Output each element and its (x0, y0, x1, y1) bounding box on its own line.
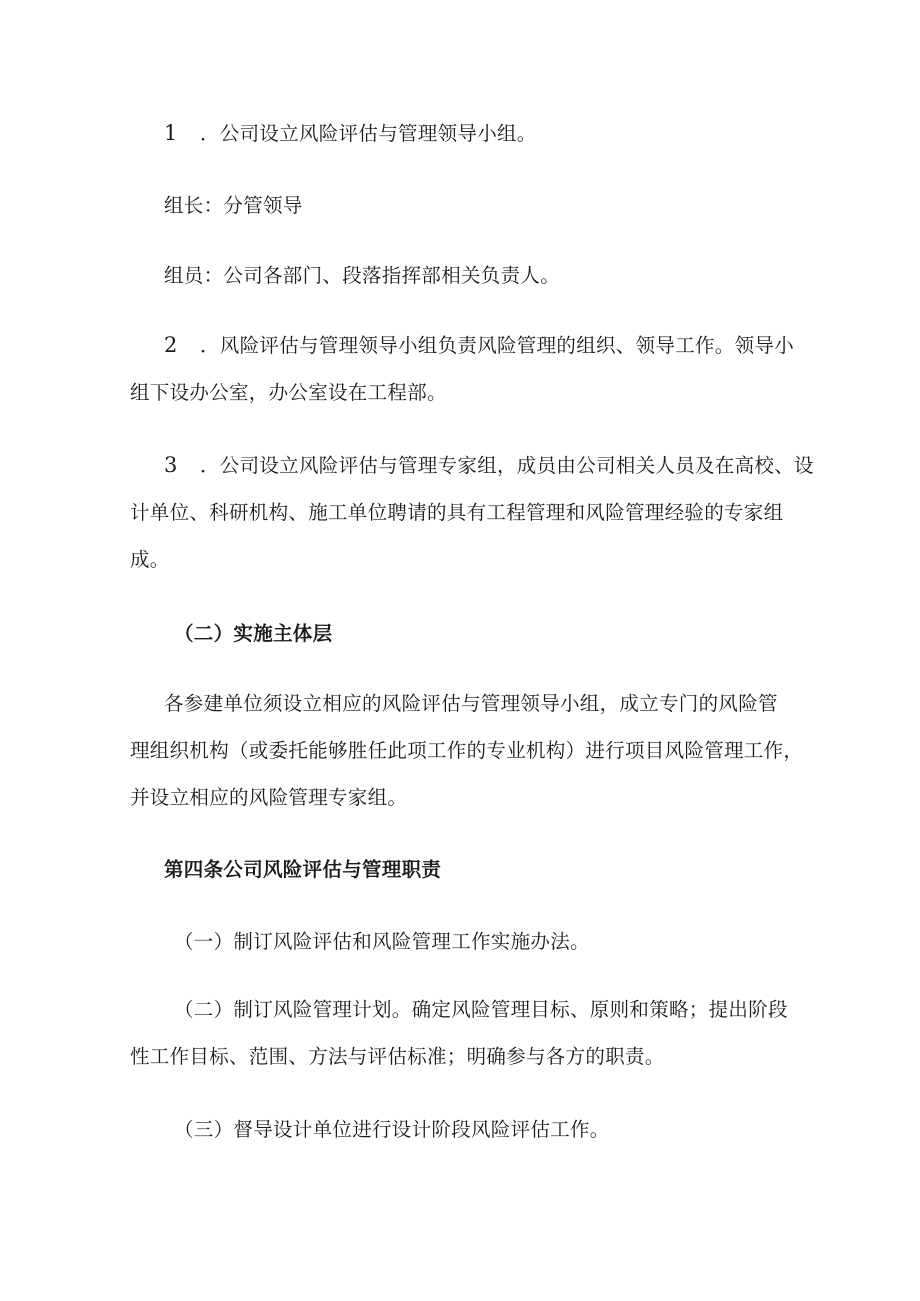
article-heading: 第四条公司风险评估与管理职责 (164, 858, 442, 881)
paragraph-3: 组员：公司各部门、段落指挥部相关负责人。 (164, 264, 561, 287)
paragraph-4: 2 ．风险评估与管理领导小组负责风险管理的组织、领导工作。领导小 组下设办公室，办公室设在工程部。 (130, 322, 800, 416)
paragraph-10: （二）制订风险管理计划。确定风险管理目标、原则和策略；提出阶段 性工作目标、范围、方法与评估标准；明确参与各方的职责。 (130, 998, 788, 1068)
item-number: 3 (164, 453, 178, 477)
item-number: 2 (164, 333, 178, 357)
paragraph-2: 组长：分管领导 (164, 194, 303, 217)
paragraph-1: 1 ．公司设立风险评估与管理领导小组。 (130, 110, 800, 157)
paragraph-11: （三）督导设计单位进行设计阶段风险评估工作。 (174, 1118, 610, 1141)
paragraph-5: 3 ．公司设立风险评估与管理专家组，成员由公司相关人员及在高校、设 计单位、科研机构、施工单位聘请的具有工程管理和风险管理经验的专家组 成。 (130, 442, 800, 583)
paragraph-9: （一）制订风险评估和风险管理工作实施办法。 (174, 930, 590, 953)
section-heading: （二）实施主体层 (174, 622, 333, 645)
item-number: 1 (164, 121, 178, 145)
paragraph-7: 各参建单位须设立相应的风险评估与管理领导小组，成立专门的风险管 理组织机构（或委托能够胜任此项工作的专业机构）进行项目风险管理工作， 并设立相应的风险管理专家组。 (130, 692, 804, 809)
